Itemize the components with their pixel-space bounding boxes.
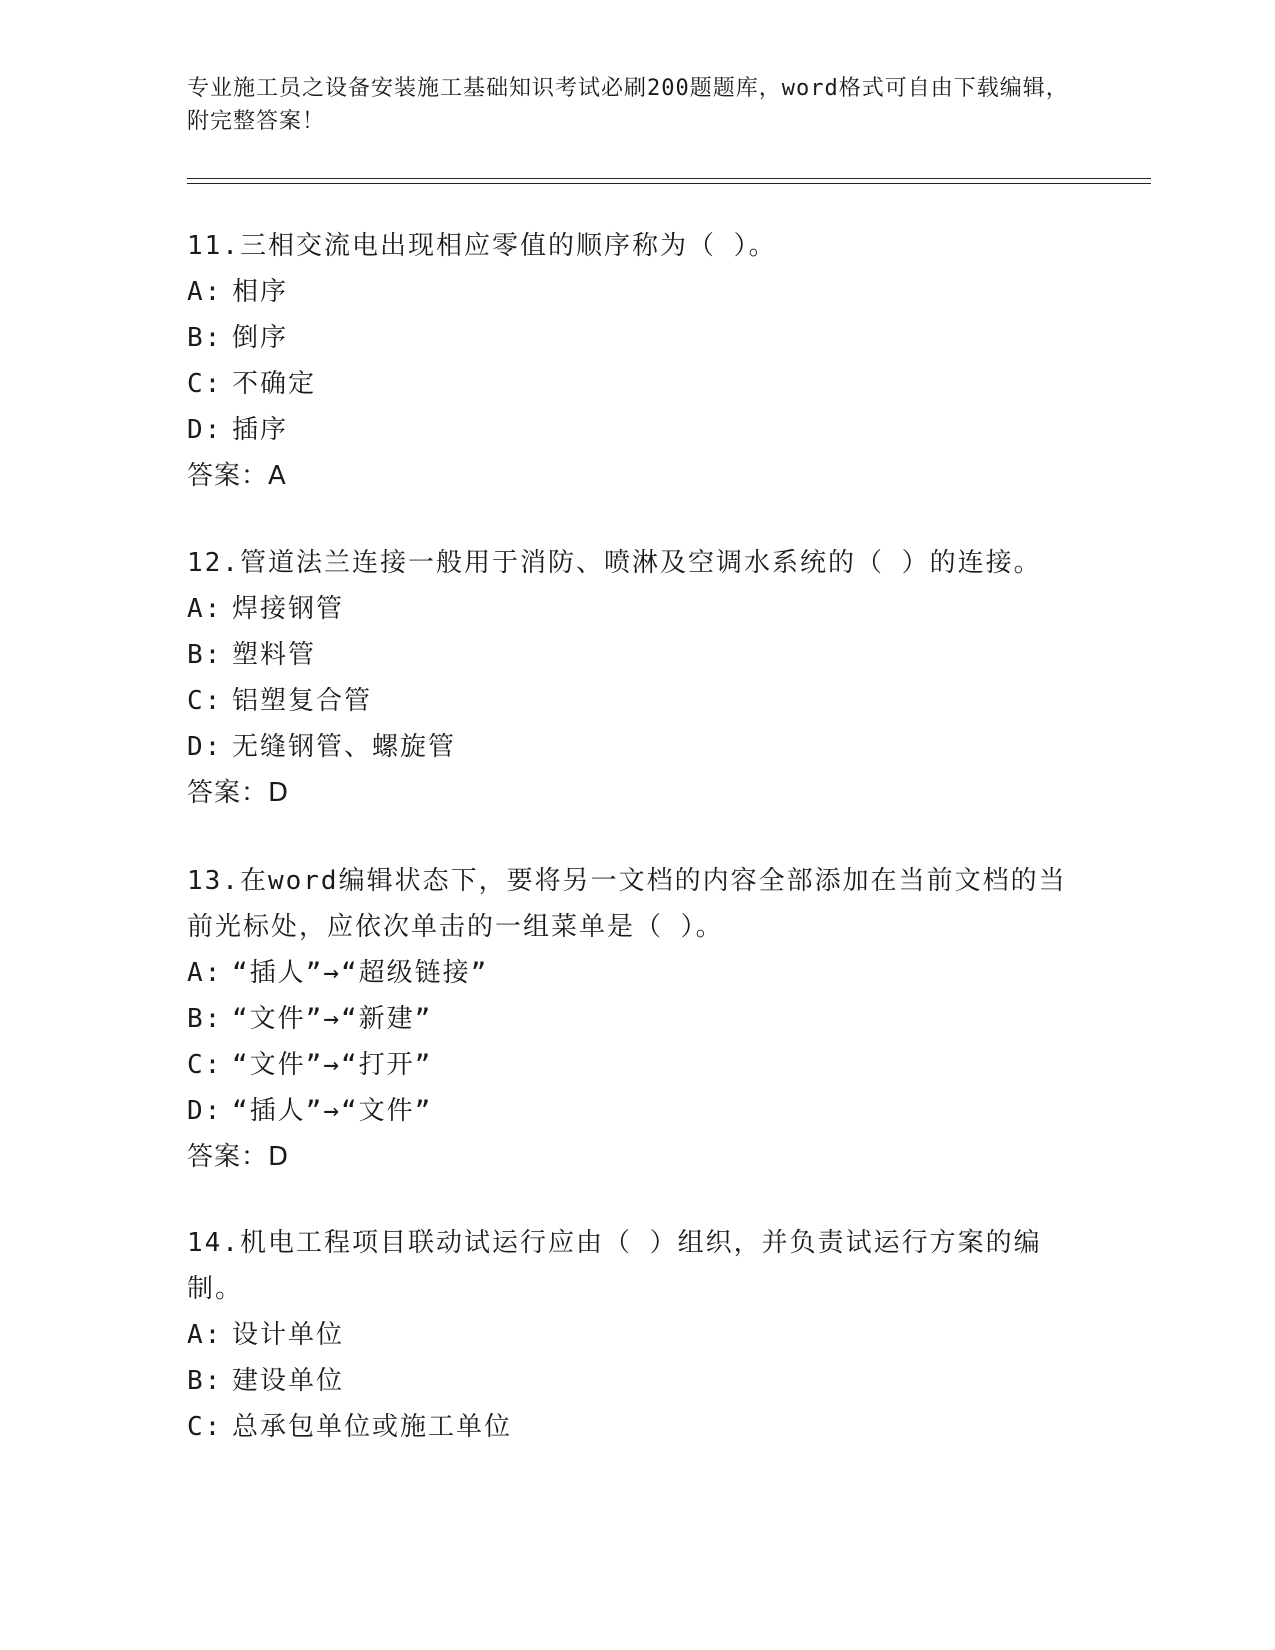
- option-text: 建设单位: [232, 1366, 345, 1396]
- option-text: 铝塑复合管: [232, 686, 373, 716]
- option-key: B:: [187, 640, 223, 670]
- question-14: [187, 1220, 1087, 1450]
- option-key: B:: [187, 1004, 223, 1034]
- option-text: 倒序: [232, 323, 289, 353]
- option-key: A:: [187, 277, 223, 307]
- option-b: [187, 996, 1087, 1042]
- option-d: [187, 724, 1087, 770]
- option-text: 设计单位: [232, 1320, 345, 1350]
- option-text: 无缝钢管、螺旋管: [232, 732, 457, 762]
- option-key: B:: [187, 323, 223, 353]
- option-c: [187, 1404, 1087, 1450]
- option-key: D:: [187, 1096, 223, 1126]
- question-stem: 14.机电工程项目联动试运行应由（ ）组织，并负责试运行方案的编制。: [187, 1228, 1042, 1304]
- option-text: “插人”→“文件”: [232, 1096, 433, 1126]
- option-key: A:: [187, 594, 223, 624]
- option-text: 焊接钢管: [232, 594, 345, 624]
- option-text: 塑料管: [232, 640, 317, 670]
- question-11: [187, 223, 1087, 499]
- answer: 答案：D: [187, 778, 290, 808]
- option-b: [187, 1358, 1087, 1404]
- header-rule-bottom: [187, 183, 1151, 184]
- option-key: C:: [187, 369, 223, 399]
- option-text: 插序: [232, 415, 289, 445]
- option-b: [187, 315, 1087, 361]
- question-12: [187, 540, 1087, 816]
- option-d: [187, 407, 1087, 453]
- option-text: “文件”→“打开”: [232, 1050, 433, 1080]
- option-key: C:: [187, 686, 223, 716]
- question-13: [187, 858, 1087, 1180]
- option-a: [187, 1312, 1087, 1358]
- question-stem: 13.在word编辑状态下，要将另一文档的内容全部添加在当前文档的当前光标处，应依次单击的一组菜单是（ ）。: [187, 866, 1067, 942]
- option-c: [187, 1042, 1087, 1088]
- document-header: 专业施工员之设备安装施工基础知识考试必刷200题题库，word格式可自由下载编辑，附完整答案！: [187, 76, 1069, 134]
- question-stem: 11.三相交流电出现相应零值的顺序称为（ ）。: [187, 231, 777, 261]
- option-text: 总承包单位或施工单位: [232, 1412, 513, 1442]
- option-text: 不确定: [232, 369, 317, 399]
- option-a: [187, 269, 1087, 315]
- option-text: “插人”→“超级链接”: [232, 958, 489, 988]
- option-key: C:: [187, 1412, 223, 1442]
- option-c: [187, 361, 1087, 407]
- option-a: [187, 950, 1087, 996]
- option-d: [187, 1088, 1087, 1134]
- option-key: D:: [187, 415, 223, 445]
- option-key: A:: [187, 958, 223, 988]
- question-stem: 12.管道法兰连接一般用于消防、喷淋及空调水系统的（ ）的连接。: [187, 548, 1042, 578]
- option-key: C:: [187, 1050, 223, 1080]
- option-key: D:: [187, 732, 223, 762]
- header-rule-top: [187, 178, 1151, 179]
- option-key: B:: [187, 1366, 223, 1396]
- answer: 答案：D: [187, 1142, 290, 1172]
- option-key: A:: [187, 1320, 223, 1350]
- answer: 答案：A: [187, 461, 287, 491]
- option-b: [187, 632, 1087, 678]
- option-text: 相序: [232, 277, 289, 307]
- option-a: [187, 586, 1087, 632]
- option-text: “文件”→“新建”: [232, 1004, 433, 1034]
- option-c: [187, 678, 1087, 724]
